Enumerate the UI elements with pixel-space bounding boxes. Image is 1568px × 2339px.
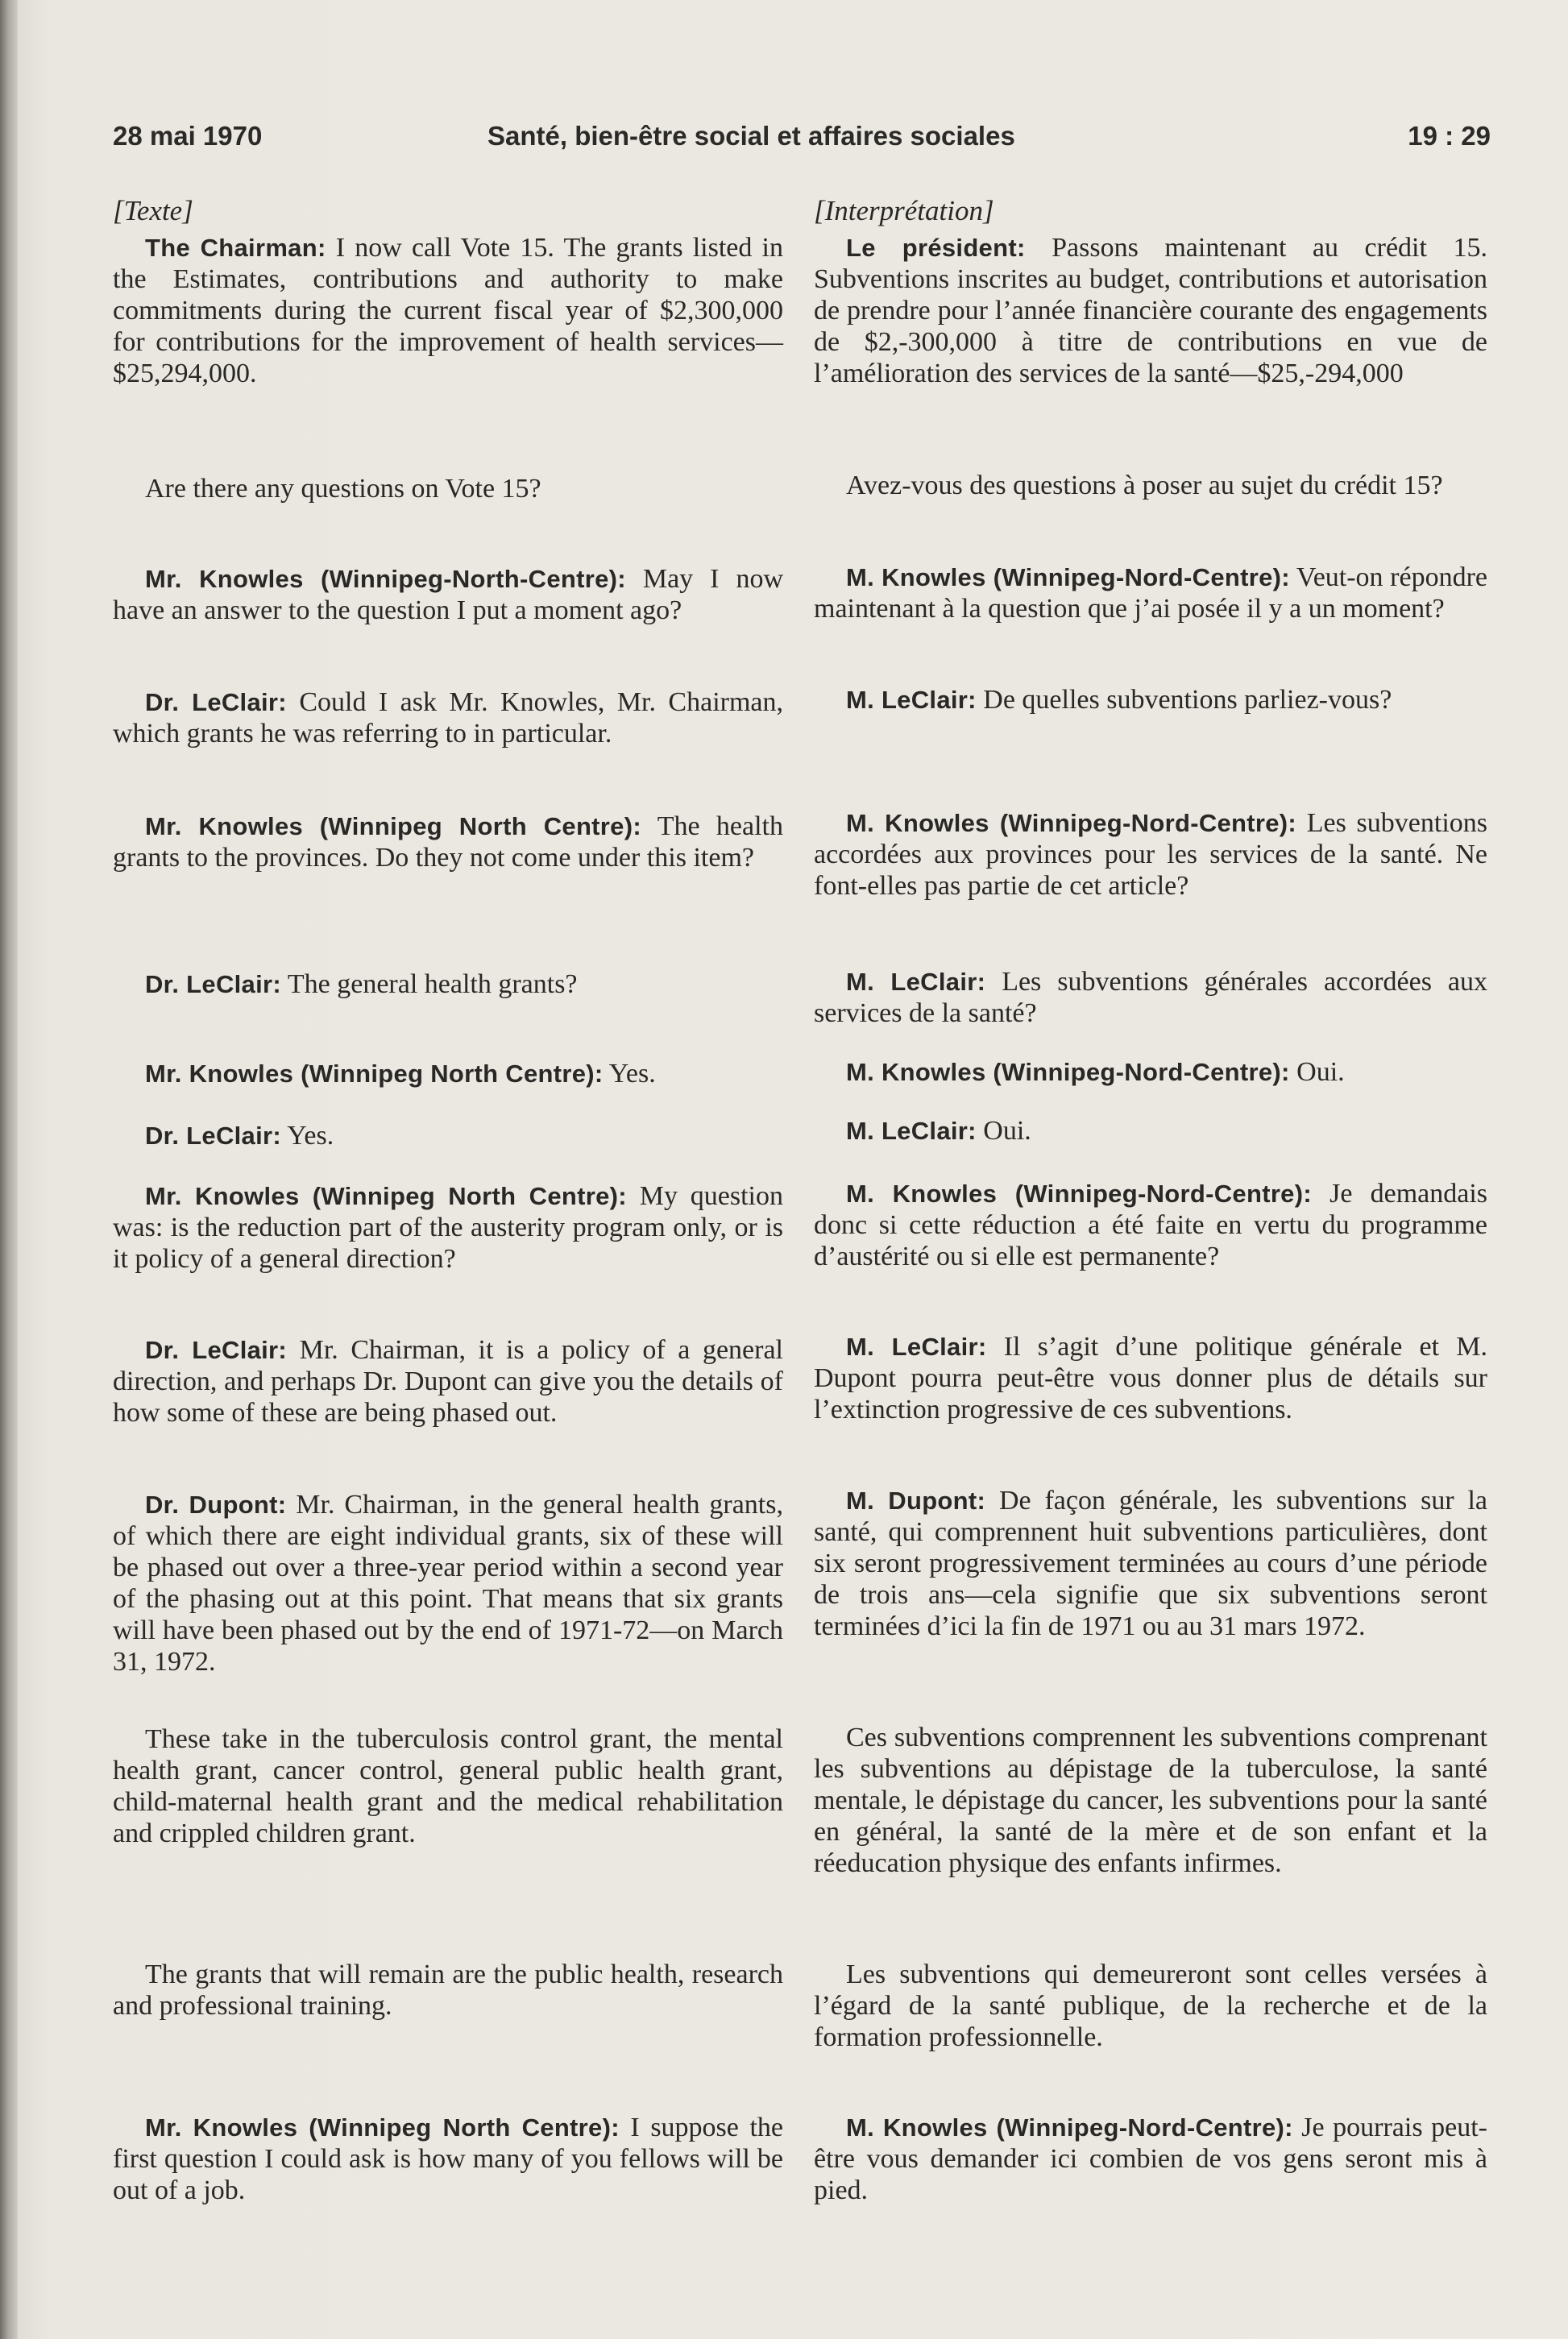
english-paragraph-1 (113, 232, 783, 389)
paragraph-text: I now call Vote 15. The grants listed in the Estimates, contributions and authority to make commitments during the current fiscal year of $2,300,000 for contributions for the improvement of health services—$25,294,000. (113, 233, 783, 388)
speaker-name: M. LeClair: (846, 968, 986, 996)
english-paragraph-3 (113, 563, 783, 626)
french-paragraph-8 (814, 1115, 1487, 1147)
speaker-name: M. LeClair: (846, 686, 977, 714)
paragraph-text: My question was: is the reduction part of the austerity program only, or is it policy of a general direction? (113, 1181, 783, 1274)
french-paragraph-7 (814, 1056, 1487, 1088)
speaker-name: M. Knowles (Winnipeg-Nord-Centre): (846, 1180, 1312, 1208)
paragraph-text: Veut-on répondre maintenant à la question que j’ai posée il y a un moment? (814, 562, 1488, 624)
speaker-name: Dr. Dupont: (145, 1491, 287, 1519)
speaker-name: M. Knowles (Winnipeg-Nord-Centre): (846, 809, 1297, 837)
header-page-number: 19 : 29 (1408, 121, 1491, 151)
paragraph-text: Yes. (280, 1121, 334, 1151)
english-paragraph-14 (113, 2112, 783, 2206)
paragraph-text: These take in the tuberculosis control grant, the mental health grant, cancer control, general public health grant, child-maternal health grant and the medical rehabilitation and crippled children grant. (113, 1724, 783, 1848)
paragraph-text: Mr. Chairman, it is a policy of a general direction, and perhaps Dr. Dupont can give you the details of how some of these are being phased out. (113, 1335, 784, 1428)
english-column-label: [Texte] (113, 195, 193, 226)
french-paragraph-9 (814, 1178, 1487, 1272)
french-paragraph-14 (814, 2112, 1487, 2206)
speaker-name: Mr. Knowles (Winnipeg North Centre): (145, 2113, 620, 2142)
french-paragraph-5 (814, 807, 1487, 902)
speaker-name: Mr. Knowles (Winnipeg North Centre): (145, 1060, 604, 1088)
speaker-name: M. LeClair: (846, 1117, 977, 1145)
paragraph-text: Je pourrais peut-être vous demander ici combien de vos gens seront mis à pied. (814, 2113, 1487, 2205)
paragraph-text: Could I ask Mr. Knowles, Mr. Chairman, which grants he was referring to in particular. (113, 687, 784, 749)
paragraph-text: The health grants to the provinces. Do they not come under this item? (113, 811, 783, 873)
paragraph-text: I suppose the first question I could ask is how many of you fellows will be out of a job. (113, 2113, 783, 2205)
french-column-label: [Interprétation] (814, 195, 994, 226)
speaker-name: Mr. Knowles (Winnipeg North Centre): (145, 1182, 627, 1210)
speaker-name: M. Knowles (Winnipeg-Nord-Centre): (846, 2113, 1293, 2142)
speaker-name: M. Knowles (Winnipeg-Nord-Centre): (846, 1058, 1290, 1086)
speaker-name: M. LeClair: (846, 1333, 987, 1361)
speaker-name: Dr. LeClair: (145, 970, 281, 998)
french-paragraph-10 (814, 1331, 1487, 1425)
english-paragraph-4 (113, 686, 783, 749)
paragraph-text: Je demandais donc si cette réduction a été faite en vertu du programme d’austérité ou si elle est permanente? (814, 1179, 1487, 1271)
paragraph-text: Il s’agit d’une politique générale et M. Dupont pourra peut-être vous donner plus de détails sur l’extinction progressive de ces subventions. (814, 1332, 1487, 1425)
english-paragraph-12 (113, 1723, 783, 1849)
paragraph-text: De quelles subventions parliez-vous? (976, 685, 1392, 715)
paragraph-text: Avez-vous des questions à poser au sujet du crédit 15? (846, 471, 1443, 500)
english-paragraph-2 (113, 473, 783, 504)
paragraph-text: May I now have an answer to the question I put a moment ago? (113, 564, 784, 625)
paragraph-text: The grants that will remain are the public health, research and professional training. (113, 1960, 783, 2021)
speaker-name: Dr. LeClair: (145, 688, 287, 716)
english-paragraph-6 (113, 968, 783, 1000)
english-paragraph-9 (113, 1180, 783, 1275)
header-date: 28 mai 1970 (113, 121, 263, 151)
english-paragraph-7 (113, 1058, 783, 1089)
english-paragraph-5 (113, 811, 783, 873)
speaker-name: M. Dupont: (846, 1487, 986, 1515)
paragraph-text: Les subventions accordées aux provinces pour les services de la santé. Ne font-elles pas partie de cet article? (814, 808, 1487, 901)
english-paragraph-11 (113, 1489, 783, 1678)
french-paragraph-2 (814, 470, 1487, 501)
paragraph-text: Passons maintenant au crédit 15. Subventions inscrites au budget, contributions et autorisation de prendre pour l’année financière courante des engagements de $2,-300,000 à titre de contributions en vue de l’amélioration des services de la santé—$25,-294,000 (814, 233, 1487, 388)
paragraph-text: Ces subventions comprennent les subventions comprenant les subventions au dépistage de la tuberculose, la santé mentale, le dépistage du cancer, les subventions pour la santé en général, la santé de la mère et de son enfant et la réeducation physique des enfants infirmes. (814, 1723, 1487, 1878)
paragraph-text: De façon générale, les subventions sur la santé, qui comprennent huit subventions particulières, dont six seront progressivement terminées au cours d’une période de trois ans—cela signifie que six subventions seront terminées d’ici la fin de 1971 ou au 31 mars 1972. (814, 1486, 1487, 1641)
paragraph-text: Les subventions qui demeureront sont celles versées à l’égard de la santé publique, de la recherche et de la formation professionnelle. (814, 1960, 1487, 2052)
paragraph-text: Oui. (976, 1116, 1031, 1146)
speaker-name: Dr. LeClair: (145, 1122, 281, 1150)
speaker-name: Le président: (846, 234, 1026, 262)
french-paragraph-13 (814, 1959, 1487, 2053)
page-header (113, 121, 1491, 169)
french-paragraph-3 (814, 562, 1487, 624)
french-paragraph-12 (814, 1722, 1487, 1879)
paragraph-text: Les subventions générales accordées aux services de la santé? (814, 967, 1487, 1028)
french-paragraph-1 (814, 232, 1487, 389)
paragraph-text: Oui. (1289, 1057, 1345, 1087)
header-title: Santé, bien-être social et affaires sociales (487, 121, 1015, 151)
paragraph-text: Yes. (603, 1059, 656, 1089)
french-paragraph-6 (814, 966, 1487, 1029)
french-paragraph-11 (814, 1485, 1487, 1642)
paragraph-text: Are there any questions on Vote 15? (145, 474, 541, 504)
speaker-name: Dr. LeClair: (145, 1336, 288, 1364)
english-paragraph-13 (113, 1959, 783, 2022)
french-paragraph-4 (814, 684, 1487, 715)
speaker-name: Mr. Knowles (Winnipeg North Centre): (145, 812, 641, 840)
page-binding-edge (0, 0, 18, 2339)
english-paragraph-8 (113, 1120, 783, 1151)
speaker-name: Mr. Knowles (Winnipeg-North-Centre): (145, 565, 626, 593)
paragraph-text: The general health grants? (280, 969, 578, 999)
english-paragraph-10 (113, 1334, 783, 1429)
speaker-name: The Chairman: (145, 234, 326, 262)
speaker-name: M. Knowles (Winnipeg-Nord-Centre): (846, 563, 1290, 591)
paragraph-text: Mr. Chairman, in the general health grants, of which there are eight individual grants, six of these will be phased out over a three-year period within a second year of the phasing out at this point. That means that six grants will have been phased out by the end of 1971-72—on March 31, 1972. (113, 1490, 783, 1677)
